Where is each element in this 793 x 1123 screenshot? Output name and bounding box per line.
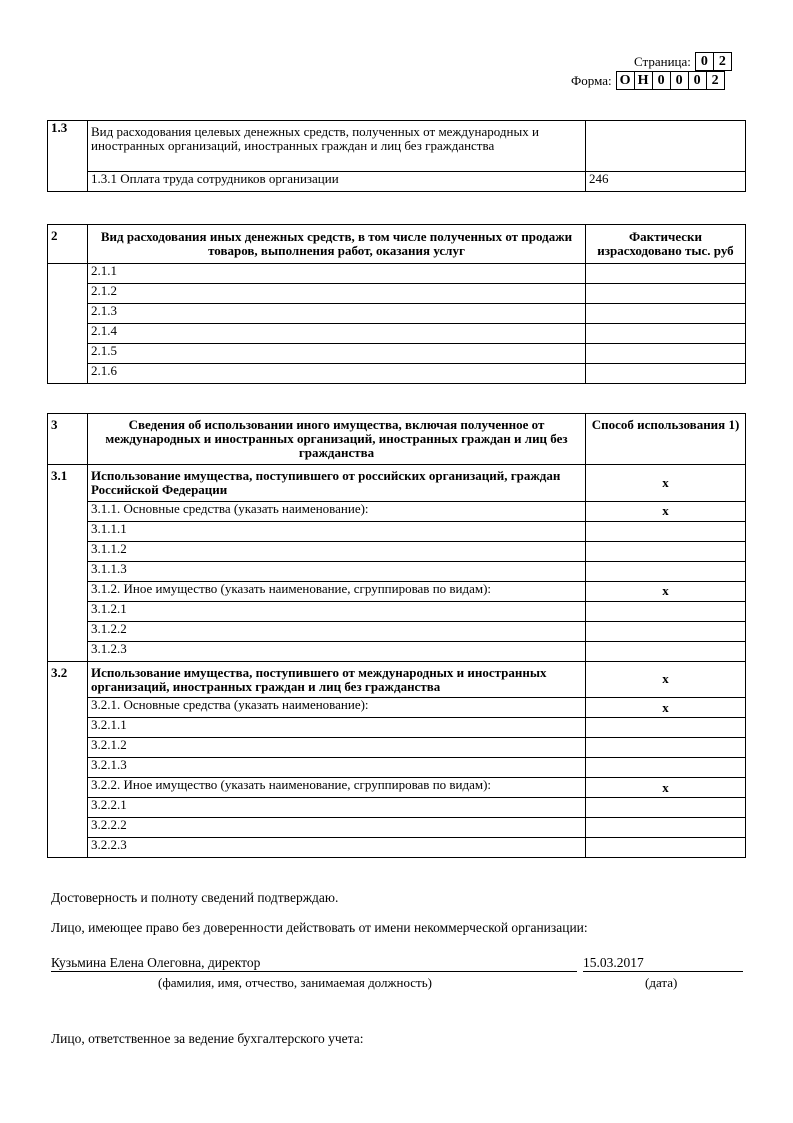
table-row: [48, 364, 746, 384]
row-value: [586, 718, 746, 738]
row-number: [48, 698, 88, 718]
table-row: [48, 264, 746, 284]
row-number: [48, 284, 88, 304]
table-row: [48, 621, 746, 641]
row-value: [586, 818, 746, 838]
page-number-row: [634, 52, 732, 71]
page-number-cells: [695, 52, 732, 71]
column-header-description: Вид расходования иных денежных средств, в том числе полученных от продажи товаров, выполнения работ, оказания услуг: [88, 225, 586, 264]
row-value: [586, 561, 746, 581]
row-label: 3.2.1. Основные средства (указать наименование):: [88, 698, 586, 718]
row-value: [586, 738, 746, 758]
table-section-1-3: [47, 120, 746, 192]
row-number: [48, 838, 88, 858]
row-code: 2.1.6: [88, 364, 586, 384]
row-number: [48, 621, 88, 641]
row-value: [586, 264, 746, 284]
row-code: 3.2.1.2: [88, 738, 586, 758]
row-number: [48, 641, 88, 661]
table-row: [48, 758, 746, 778]
row-number: [48, 541, 88, 561]
table-section-2: [47, 224, 746, 384]
row-number: [48, 171, 88, 191]
subsection-title-row: [48, 661, 746, 698]
table-row: [48, 561, 746, 581]
form-label: Форма:: [571, 72, 612, 88]
row-code: 3.1.2.1: [88, 601, 586, 621]
row-code: 3.2.1.1: [88, 718, 586, 738]
row-number: [48, 798, 88, 818]
row-value: [586, 121, 746, 172]
signature-date: 15.03.2017: [583, 955, 644, 970]
authorized-person-label: Лицо, имеющее право без доверенности действовать от имени некоммерческой организации:: [51, 920, 588, 935]
form-code-cells: [616, 71, 725, 90]
row-number: [48, 758, 88, 778]
row-label: 3.1.1. Основные средства (указать наименование):: [88, 501, 586, 521]
row-code: 2.1.3: [88, 304, 586, 324]
row-value: [586, 284, 746, 304]
row-value: [586, 541, 746, 561]
table-row: [48, 581, 746, 601]
row-code: 3.1.2.2: [88, 621, 586, 641]
form-digit: 0: [653, 71, 671, 90]
x-mark: x: [586, 661, 746, 698]
table-row: [48, 718, 746, 738]
date-caption: (дата): [645, 975, 678, 990]
row-code: 2.1.1: [88, 264, 586, 284]
table-row: [48, 304, 746, 324]
subsection-number: 3.1: [48, 465, 88, 502]
row-code: 3.1.2.3: [88, 641, 586, 661]
row-number: [48, 738, 88, 758]
row-value: [586, 838, 746, 858]
row-value: 246: [586, 171, 746, 191]
row-label: 3.1.2. Иное имущество (указать наименование, сгруппировав по видам):: [88, 581, 586, 601]
table-row: [48, 521, 746, 541]
row-number: [48, 324, 88, 344]
row-code: 3.1.1.3: [88, 561, 586, 581]
row-code: 2.1.2: [88, 284, 586, 304]
row-number: [48, 521, 88, 541]
x-mark: x: [586, 581, 746, 601]
row-value: [586, 324, 746, 344]
page-label: Страница:: [634, 53, 691, 69]
row-number: [48, 264, 88, 284]
row-value: [586, 521, 746, 541]
row-number: [48, 581, 88, 601]
row-code: 2.1.4: [88, 324, 586, 344]
table-row: [48, 344, 746, 364]
row-number: 1.3: [48, 121, 88, 172]
row-code: 3.1.1.2: [88, 541, 586, 561]
row-value: [586, 304, 746, 324]
form-code-row: [571, 71, 725, 90]
row-number: [48, 304, 88, 324]
form-digit: Н: [635, 71, 653, 90]
confirmation-text: Достоверность и полноту сведений подтверждаю.: [51, 890, 339, 905]
table-row: [48, 818, 746, 838]
page-digit: 2: [714, 52, 732, 71]
row-value: [586, 621, 746, 641]
row-number: [48, 601, 88, 621]
subsection-number: 3.2: [48, 661, 88, 698]
page-digit: 0: [696, 52, 714, 71]
row-code: 3.2.1.3: [88, 758, 586, 778]
form-digit: 0: [689, 71, 707, 90]
form-digit: О: [617, 71, 635, 90]
x-mark: x: [586, 465, 746, 502]
row-number: [48, 344, 88, 364]
row-code: 3.1.1.1: [88, 521, 586, 541]
table-row: [48, 641, 746, 661]
signer-name-field: [51, 955, 577, 972]
form-digit: 0: [671, 71, 689, 90]
row-label: 3.2.2. Иное имущество (указать наименование, сгруппировав по видам):: [88, 778, 586, 798]
row-code: 2.1.5: [88, 344, 586, 364]
subsection-title: Использование имущества, поступившего от международных и иностранных организаций, иностранных граждан и лиц без гражданства: [88, 661, 586, 698]
table-row: [48, 838, 746, 858]
x-mark: x: [586, 501, 746, 521]
column-header-value: Фактически израсходовано тыс. руб: [586, 225, 746, 264]
table-row: [48, 324, 746, 344]
section-number: 3: [48, 414, 88, 465]
table-row: [48, 121, 746, 172]
table-row: [48, 284, 746, 304]
table-section-3: [47, 413, 746, 858]
x-mark: x: [586, 778, 746, 798]
table-header-row: [48, 414, 746, 465]
row-code: 3.2.2.3: [88, 838, 586, 858]
row-description: Вид расходования целевых денежных средств, полученных от международных и иностранных организаций, иностранных граждан и лиц без гражданства: [88, 121, 586, 172]
signer-caption: (фамилия, имя, отчество, занимаемая должность): [158, 975, 432, 990]
table-row: [48, 698, 746, 718]
x-mark: x: [586, 698, 746, 718]
column-header-description: Сведения об использовании иного имущества, включая полученное от международных и иностранных организаций, иностранных граждан и лиц без гражданства: [88, 414, 586, 465]
section-number: 2: [48, 225, 88, 264]
row-code: 3.2.2.1: [88, 798, 586, 818]
row-value: [586, 344, 746, 364]
column-header-value: Способ использования 1): [586, 414, 746, 465]
row-code: 3.2.2.2: [88, 818, 586, 838]
form-digit: 2: [707, 71, 725, 90]
row-number: [48, 718, 88, 738]
row-number: [48, 501, 88, 521]
table-header-row: [48, 225, 746, 264]
signature-date-field: [583, 955, 743, 972]
signer-name: Кузьмина Елена Олеговна, директор: [51, 955, 261, 970]
table-row: [48, 738, 746, 758]
table-row: [48, 798, 746, 818]
row-value: [586, 364, 746, 384]
row-number: [48, 561, 88, 581]
table-row: [48, 601, 746, 621]
table-row: [48, 778, 746, 798]
row-value: [586, 601, 746, 621]
subsection-title-row: [48, 465, 746, 502]
row-number: [48, 778, 88, 798]
row-value: [586, 641, 746, 661]
row-number: [48, 818, 88, 838]
accountant-label: Лицо, ответственное за ведение бухгалтерского учета:: [51, 1031, 364, 1046]
row-value: [586, 758, 746, 778]
row-description: 1.3.1 Оплата труда сотрудников организации: [88, 171, 586, 191]
row-value: [586, 798, 746, 818]
table-row: [48, 541, 746, 561]
table-row: [48, 501, 746, 521]
table-row: [48, 171, 746, 191]
row-number: [48, 364, 88, 384]
subsection-title: Использование имущества, поступившего от российских организаций, граждан Российской Федерации: [88, 465, 586, 502]
